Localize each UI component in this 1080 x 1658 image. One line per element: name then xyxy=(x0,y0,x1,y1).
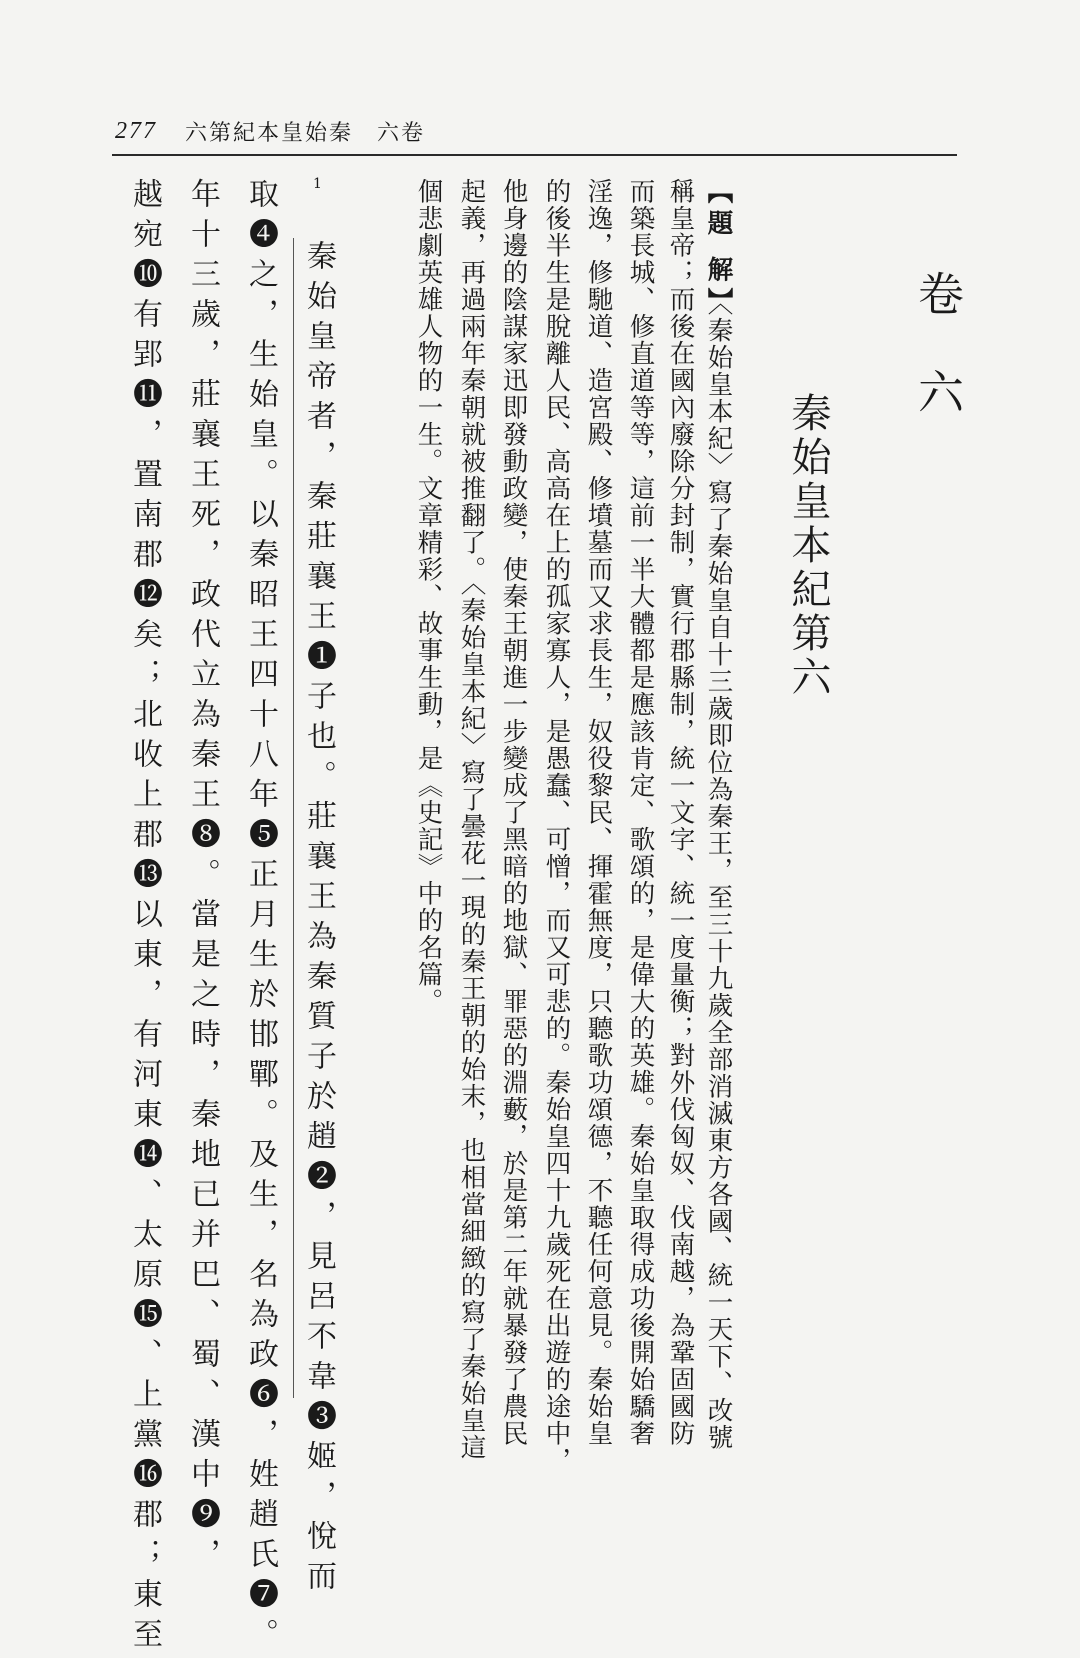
running-title: 六第紀本皇始秦 xyxy=(185,121,354,146)
intro-column: 的後半生是脫離人民、高高在上的孤家寡人，是愚蠢、可憎，而又可悲的。秦始皇四十九歲死在出遊的途中， xyxy=(541,178,572,1474)
header-volume: 六卷 xyxy=(377,121,426,146)
intro-column: 他身邊的陰謀家迅即發動政變，使秦王朝進一步變成了黑暗的地獄、罪惡的淵藪，於是第二年就暴發了農民 xyxy=(498,178,529,1447)
main-text-column: 秦始皇帝者，秦莊襄王❶子也。莊襄王為秦質子於趙❷，見呂不韋❸姬，悅而 xyxy=(301,240,336,1600)
intro-column: 起義，再過兩年秦朝就被推翻了。〈秦始皇本紀〉寫了曇花一現的秦王朝的始末，也相當細緻的寫了秦始皇這 xyxy=(456,178,487,1462)
running-header xyxy=(115,116,425,147)
main-text-column: 取❹之，生始皇。以秦昭王四十八年❺正月生於邯鄲。及生，名為政❻，姓趙氏❼。 xyxy=(243,178,278,1658)
main-text-column: 越宛❿有郢⓫，置南郡⓬矣；北收上郡⓭以東，有河東⓮、太原⓯、上黨⓰郡；東至 xyxy=(127,178,162,1658)
header-rule xyxy=(112,154,957,156)
main-text-column: 年十三歲，莊襄王死，政代立為秦王❽。當是之時，秦地已并巴、蜀、漢中❾， xyxy=(185,178,220,1578)
page-number: 277 xyxy=(115,118,157,144)
intro-column: 個悲劇英雄人物的一生。文章精彩、故事生動，是《史記》中的名篇。 xyxy=(413,178,444,1015)
paragraph-number: 1 xyxy=(313,176,322,192)
volume-title: 卷六 xyxy=(911,270,965,466)
intro-column: 稱皇帝；而後在國內廢除分封制，實行郡縣制，統一文字、統一度量衡；對外伐匈奴、伐南越，為鞏固國防 xyxy=(665,178,696,1447)
intro-column: 而築長城、修直道等等，這前一半大體都是應該肯定、歌頌的，是偉大的英雄。秦始皇取得成功後開始驕奢 xyxy=(625,178,656,1447)
intro-label: 【題 解】 xyxy=(703,178,734,319)
intro-column: 〈秦始皇本紀〉寫了秦始皇自十三歲即位為秦王，至三十九歲全部消滅東方各國、統一天下、改號 xyxy=(703,290,734,1451)
intro-column: 淫逸，修馳道、造宮殿、修墳墓而又求長生，奴役黎民、揮霍無度，只聽歌功頌德，不聽任何意見。秦始皇 xyxy=(583,178,614,1447)
column-rule xyxy=(293,238,294,1398)
chapter-title: 秦始皇本紀第六 xyxy=(785,392,831,700)
